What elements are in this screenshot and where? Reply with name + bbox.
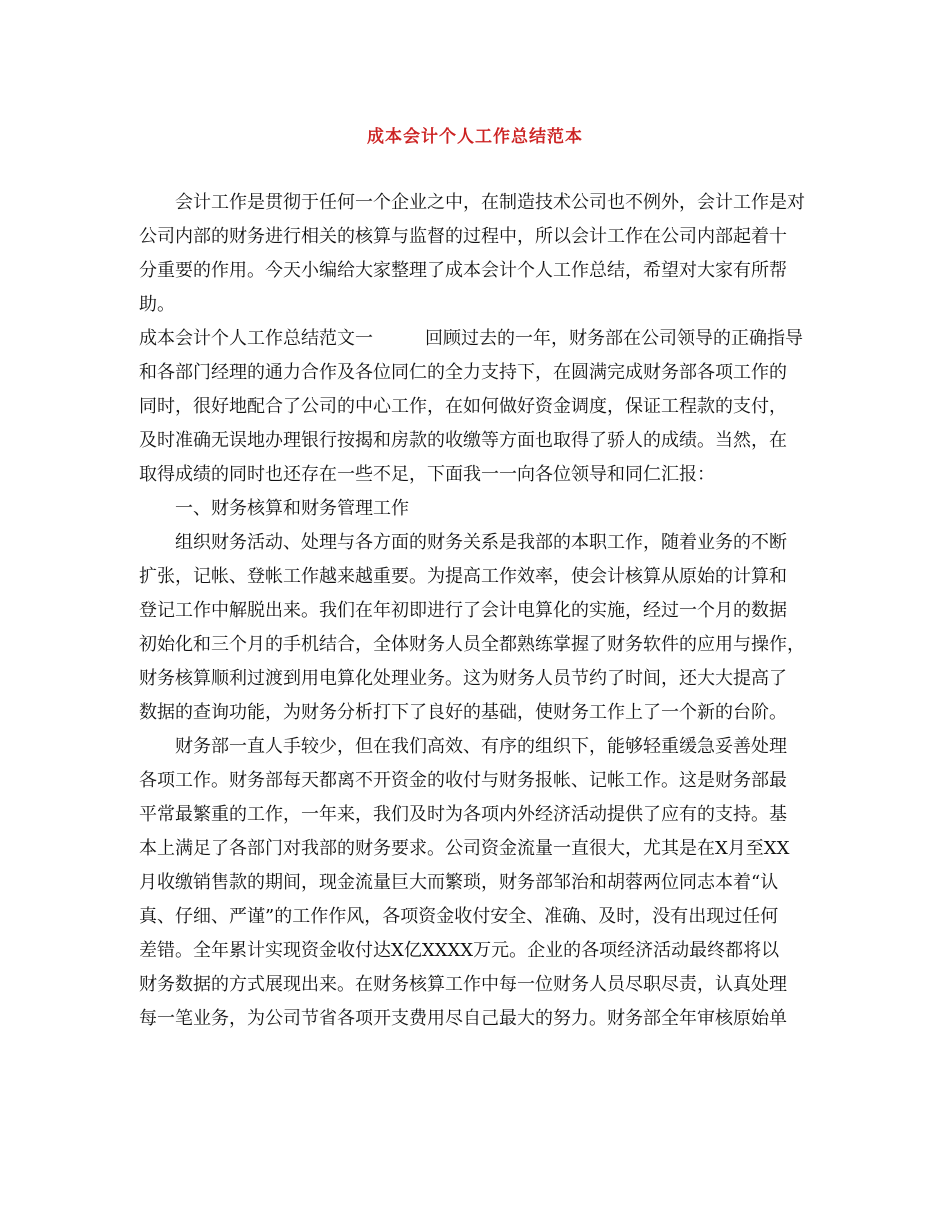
paragraph-line: 和各部门经理的通力合作及各位同仁的全力支持下，在圆满完成财务部各项工作的: [139, 362, 787, 383]
paragraph-line: 各项工作。财务部每天都离不开资金的收付与财务报帐、记帐工作。这是财务部最: [139, 770, 787, 791]
paragraph-line: 财务核算顺利过渡到用电算化处理业务。这为财务人员节约了时间，还大大提高了: [139, 668, 787, 689]
paragraph-line: 扩张，记帐、登帐工作越来越重要。为提高工作效率，使会计核算从原始的计算和: [139, 566, 787, 587]
paragraph-line: 分重要的作用。今天小编给大家整理了成本会计个人工作总结，希望对大家有所帮: [139, 260, 787, 281]
paragraph-line: 初始化和三个月的手机结合，全体财务人员全都熟练掌握了财务软件的应用与操作，: [139, 634, 805, 655]
paragraph-line: 组织财务活动、处理与各方面的财务关系是我部的本职工作，随着业务的不断: [175, 532, 787, 553]
paragraph-line: 取得成绩的同时也还存在一些不足，下面我一一向各位领导和同仁汇报：: [139, 464, 715, 485]
paragraph-line: 公司内部的财务进行相关的核算与监督的过程中，所以会计工作在公司内部起着十: [139, 226, 787, 247]
paragraph-text: 回顾过去的一年，财务部在公司领导的正确指导: [425, 328, 803, 349]
paragraph-line: 本上满足了各部门对我部的财务要求。公司资金流量一直很大，尤其是在X月至XX: [139, 838, 790, 859]
paragraph-line: 助。: [139, 294, 175, 315]
paragraph-line: 差错。全年累计实现资金收付达X亿XXXX万元。企业的各项经济活动最终都将以: [139, 940, 780, 961]
paragraph-line: 会计工作是贯彻于任何一个企业之中，在制造技术公司也不例外，会计工作是对: [175, 192, 805, 213]
paragraph-line: [139, 324, 819, 354]
paragraph-line: 及时准确无误地办理银行按揭和房款的收缴等方面也取得了骄人的成绩。当然，在: [139, 430, 787, 451]
paragraph-line: 月收缴销售款的期间，现金流量巨大而繁琐，财务部邹治和胡蓉两位同志本着“认: [139, 872, 779, 893]
paragraph-line: 财务数据的方式展现出来。在财务核算工作中每一位财务人员尽职尽责，认真处理: [139, 974, 787, 995]
paragraph-line: 真、仔细、严谨”的工作作风，各项资金收付安全、准确、及时，没有出现过任何: [139, 906, 779, 927]
paragraph-line: 数据的查询功能，为财务分析打下了良好的基础，使财务工作上了一个新的台阶。: [139, 702, 787, 723]
section-heading: 一、财务核算和财务管理工作: [175, 498, 409, 519]
section-heading: 成本会计个人工作总结范文一: [139, 328, 373, 349]
paragraph-line: 财务部一直人手较少，但在我们高效、有序的组织下，能够轻重缓急妥善处理: [175, 736, 787, 757]
document-title: 成本会计个人工作总结范本: [367, 127, 583, 147]
paragraph-line: 同时，很好地配合了公司的中心工作，在如何做好资金调度，保证工程款的支付，: [139, 396, 787, 417]
paragraph-line: 平常最繁重的工作，一年来，我们及时为各项内外经济活动提供了应有的支持。基: [139, 804, 787, 825]
paragraph-line: 登记工作中解脱出来。我们在年初即进行了会计电算化的实施，经过一个月的数据: [139, 600, 787, 621]
paragraph-line: 每一笔业务，为公司节省各项开支费用尽自己最大的努力。财务部全年审核原始单: [139, 1008, 787, 1029]
